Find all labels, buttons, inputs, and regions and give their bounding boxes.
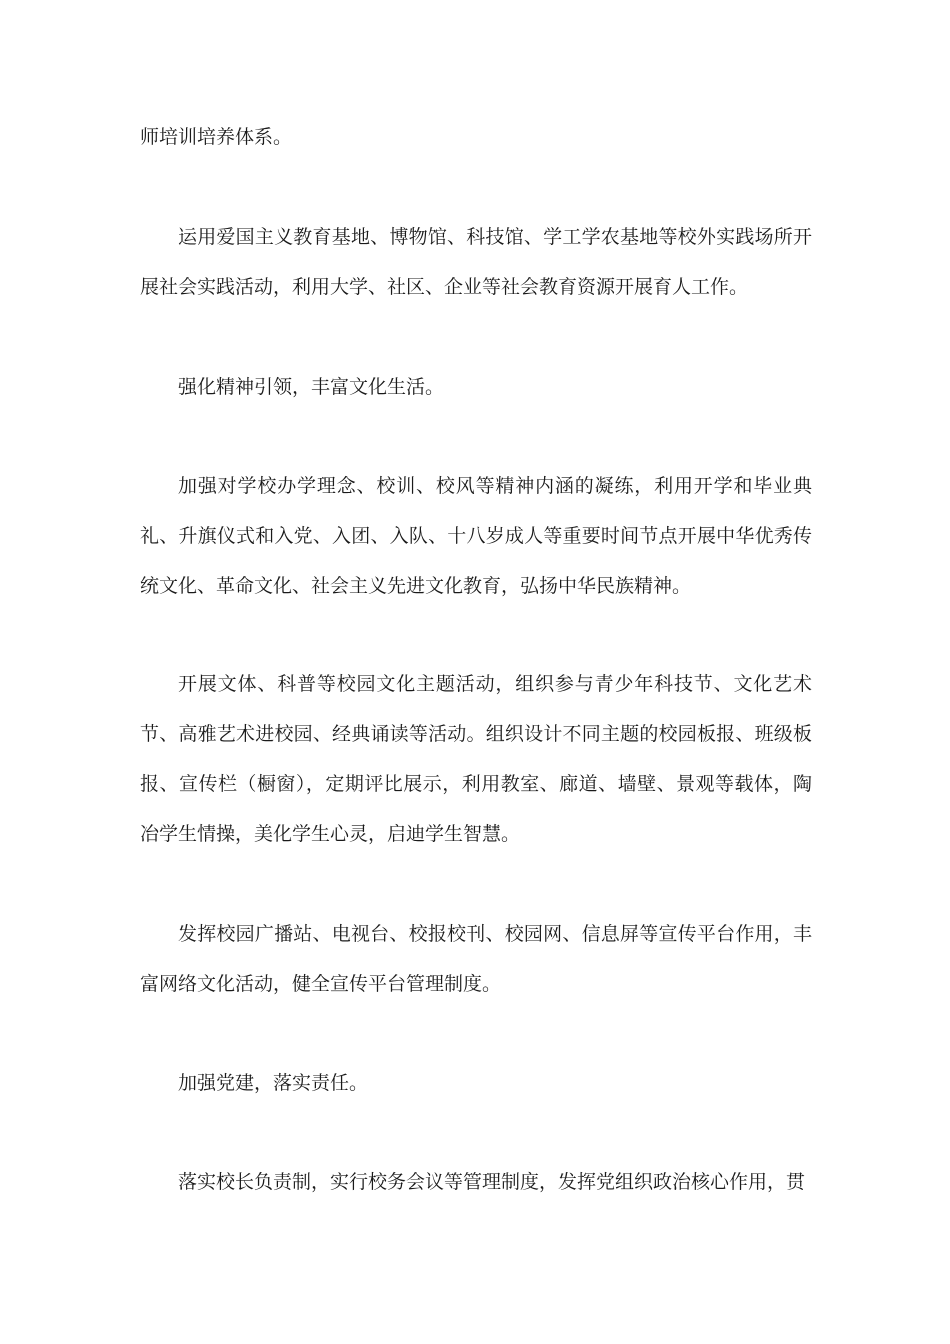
heading-spiritual-guidance: 强化精神引领，丰富文化生活。 [178,376,445,398]
paragraph-campus-culture: 开展文体、科普等校园文化主题活动，组织参与青少年科技节、文化艺术节、高雅艺术进校园、经典诵读等活动。组织设计不同主题的校园板报、班级板报、宣传栏（橱窗），定期评比展示，利用教室、廊道、墙壁、景观等载体，陶冶学生情操，美化学生心灵，启迪学生智慧。 [140,673,812,845]
paragraph-school-ethos: 加强对学校办学理念、校训、校风等精神内涵的凝练，利用开学和毕业典礼、升旗仪式和入党、入团、入队、十八岁成人等重要时间节点开展中华优秀传统文化、革命文化、社会主义先进文化教育，弘扬中华民族精神。 [140,475,812,597]
paragraph-principal-responsibility: 落实校长负责制，实行校务会议等管理制度，发挥党组织政治核心作用，贯 [178,1171,806,1193]
paragraph-social-practice: 运用爱国主义教育基地、博物馆、科技馆、学工学农基地等校外实践场所开展社会实践活动，利用大学、社区、企业等社会教育资源开展育人工作。 [140,226,812,298]
paragraph-continuation: 师培训培养体系。 [140,126,293,148]
paragraph-media-platforms: 发挥校园广播站、电视台、校报校刊、校园网、信息屏等宣传平台作用，丰富网络文化活动，健全宣传平台管理制度。 [140,923,812,995]
heading-party-building: 加强党建，落实责任。 [178,1072,369,1094]
